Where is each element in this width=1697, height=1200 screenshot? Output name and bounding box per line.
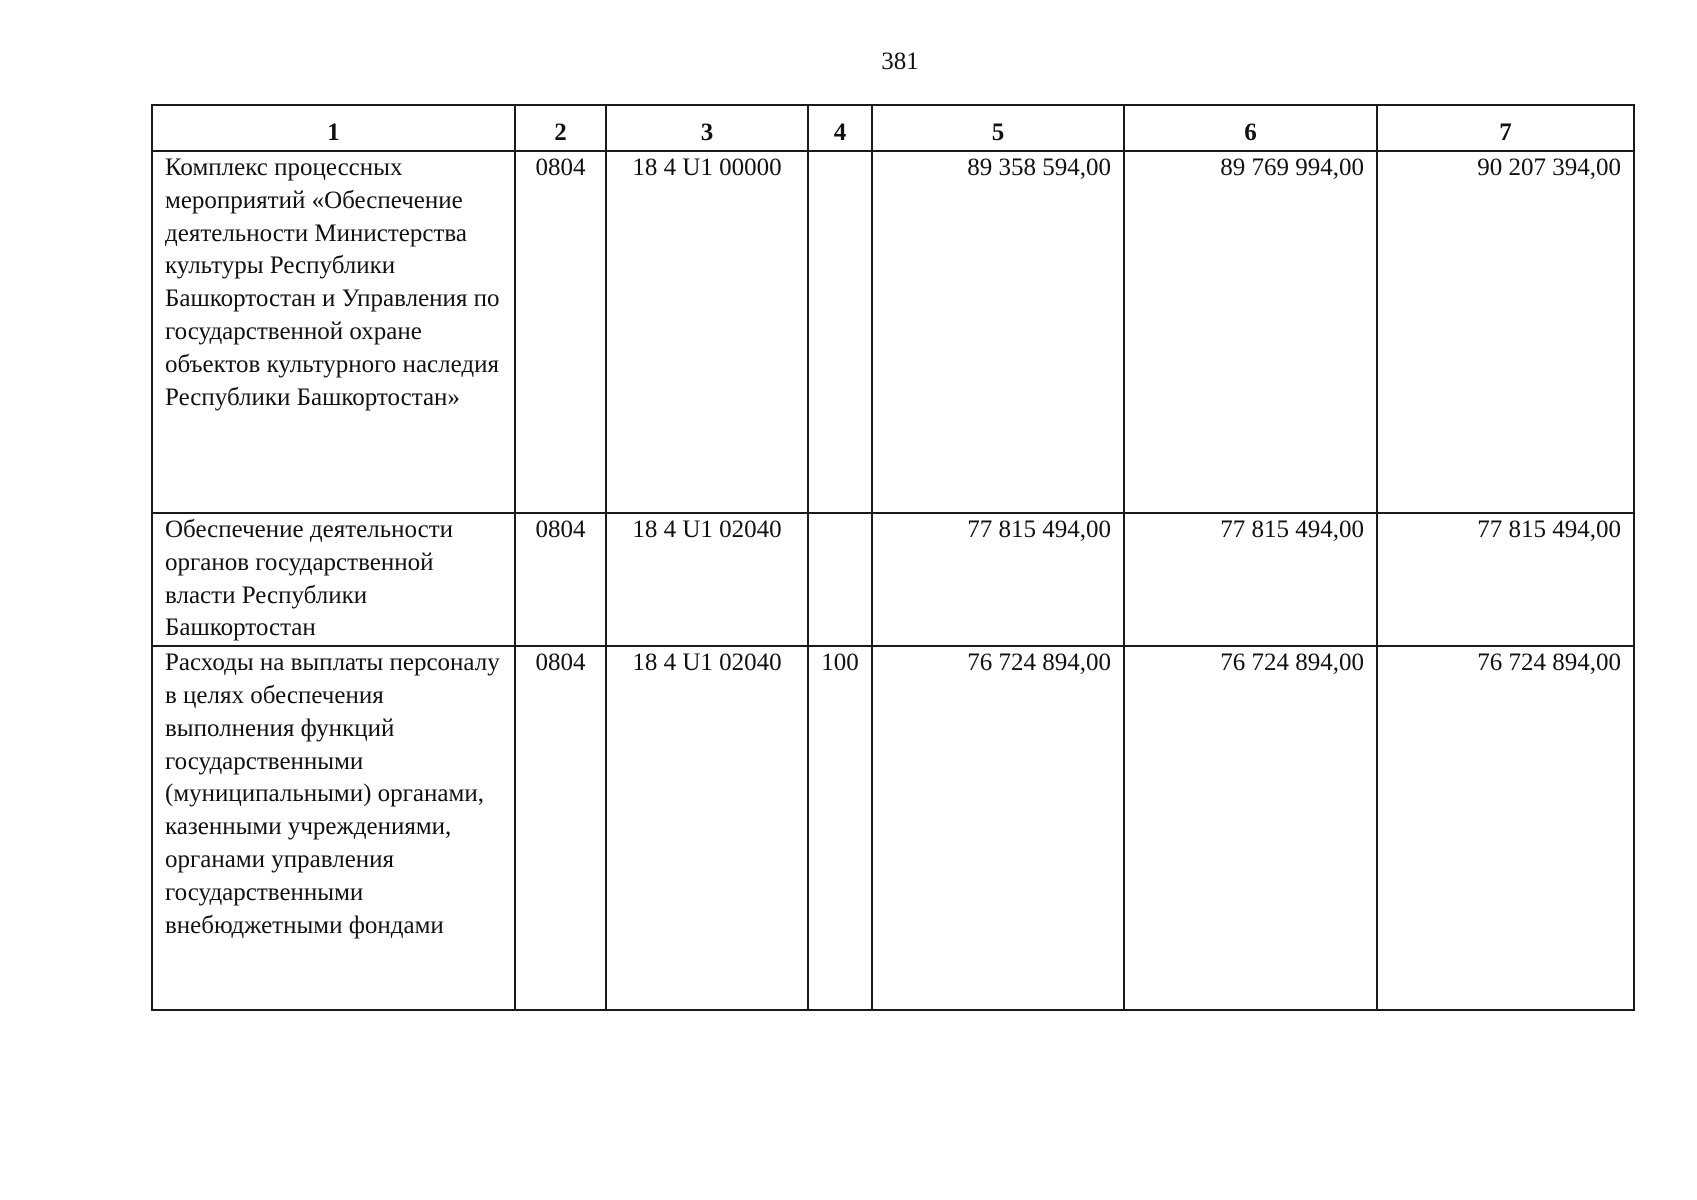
target-code-cell: 18 4 U1 02040 bbox=[606, 513, 808, 646]
target-code-cell: 18 4 U1 00000 bbox=[606, 151, 808, 513]
amount-cell-3: 77 815 494,00 bbox=[1377, 513, 1634, 646]
amount-cell-1: 76 724 894,00 bbox=[872, 646, 1124, 1010]
table-row bbox=[152, 646, 1634, 1010]
page-number: 381 bbox=[881, 48, 919, 75]
row-name-cell: Расходы на выплаты персоналу в целях обеспечения выполнения функций государственными (муниципальными) органами, казенными учреждениями, органами управления государственными внебюджетными фондами bbox=[152, 646, 515, 1010]
section-code-cell: 0804 bbox=[515, 151, 606, 513]
column-header-6: 6 bbox=[1124, 105, 1377, 151]
table-row bbox=[152, 513, 1634, 646]
amount-cell-1: 89 358 594,00 bbox=[872, 151, 1124, 513]
amount-cell-3: 90 207 394,00 bbox=[1377, 151, 1634, 513]
expense-type-cell bbox=[808, 513, 872, 646]
column-header-5: 5 bbox=[872, 105, 1124, 151]
table-row bbox=[152, 151, 1634, 513]
amount-cell-2: 89 769 994,00 bbox=[1124, 151, 1377, 513]
column-header-2: 2 bbox=[515, 105, 606, 151]
expense-type-cell bbox=[808, 151, 872, 513]
expense-type-cell: 100 bbox=[808, 646, 872, 1010]
row-name-cell: Комплекс процессных мероприятий «Обеспечение деятельности Министерства культуры Республики Башкортостан и Управления по государственной охране объектов культурного наследия Республики Башкортостан» bbox=[152, 151, 515, 513]
column-header-1: 1 bbox=[152, 105, 515, 151]
target-code-cell: 18 4 U1 02040 bbox=[606, 646, 808, 1010]
section-code-cell: 0804 bbox=[515, 646, 606, 1010]
amount-cell-1: 77 815 494,00 bbox=[872, 513, 1124, 646]
row-name-cell: Обеспечение деятельности органов государственной власти Республики Башкортостан bbox=[152, 513, 515, 646]
budget-table bbox=[151, 104, 1635, 1011]
amount-cell-3: 76 724 894,00 bbox=[1377, 646, 1634, 1010]
amount-cell-2: 77 815 494,00 bbox=[1124, 513, 1377, 646]
header-row bbox=[152, 105, 1634, 151]
column-header-7: 7 bbox=[1377, 105, 1634, 151]
column-header-4: 4 bbox=[808, 105, 872, 151]
amount-cell-2: 76 724 894,00 bbox=[1124, 646, 1377, 1010]
column-header-3: 3 bbox=[606, 105, 808, 151]
section-code-cell: 0804 bbox=[515, 513, 606, 646]
